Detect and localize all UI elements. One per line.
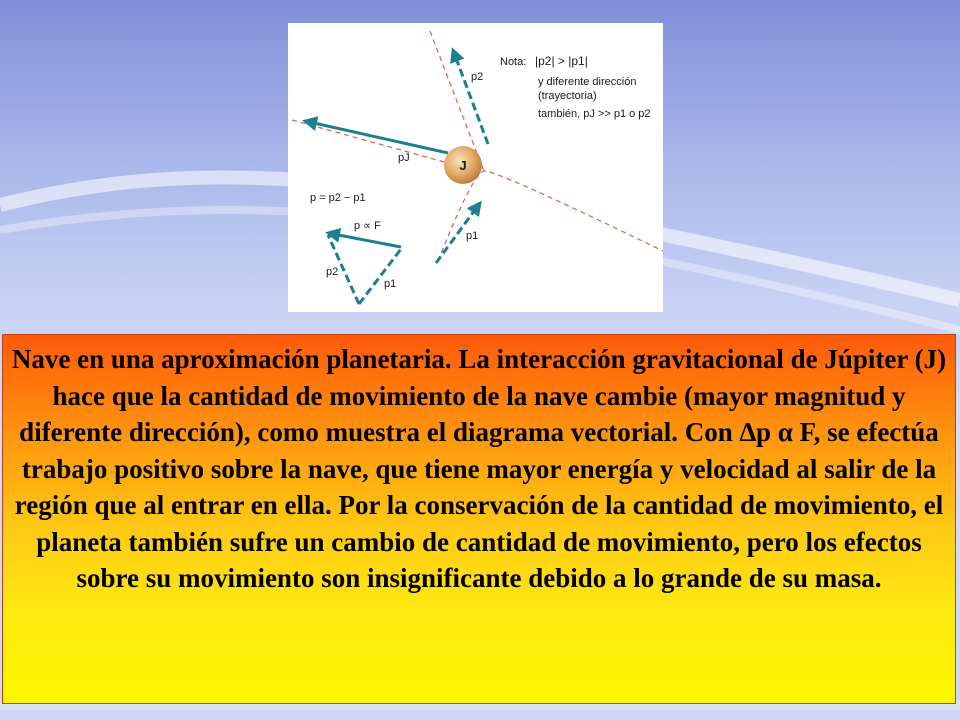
- pJ-vector-arrow: [305, 121, 448, 153]
- note-line-3: (trayectoria): [538, 90, 597, 102]
- pJ-label: pJ: [398, 152, 410, 164]
- jupiter-path-line: [292, 120, 448, 163]
- planet-label: J: [459, 158, 467, 173]
- triangle-p1-arrow: [359, 249, 401, 304]
- p2-vector-arrow: [453, 50, 488, 144]
- p1-label: p1: [466, 230, 479, 242]
- proportional-equation: p ∝ F: [354, 220, 381, 232]
- caption-box: [2, 334, 956, 704]
- delta-p-equation: p = p2 − p1: [310, 192, 366, 204]
- diagram-svg: [288, 23, 663, 312]
- note-relation: |p2| > |p1|: [535, 54, 588, 68]
- triangle-dp-arrow: [328, 233, 401, 247]
- note-line-2: y diferente dirección: [538, 76, 637, 88]
- p2-label: p2: [471, 71, 484, 83]
- slingshot-diagram: [288, 23, 663, 312]
- note-line-4: también, pJ >> p1 o p2: [538, 108, 651, 120]
- spacecraft-trajectory: [438, 171, 663, 261]
- caption-text: Nave en una aproximación planetaria. La interacción gravitacional de Júpiter (J) hace que la cantidad de movimiento de la nave cambie (mayor magnitud y diferente dirección), como muestra el diagrama vectorial. Con ∆p α F, se efectúa trabajo positivo sobre la nave, que tiene mayor energía y velocidad al salir de la región que al entrar en ella. Por la conservación de la cantidad de movimiento, el planeta también sufre un cambio de cantidad de movimiento, pero los efectos sobre su movimiento son insignificante debido a lo grande de su masa.: [11, 344, 947, 593]
- triangle-p2-label: p2: [326, 266, 339, 278]
- triangle-p1-label: p1: [384, 278, 397, 290]
- note-title: Nota:: [500, 56, 527, 68]
